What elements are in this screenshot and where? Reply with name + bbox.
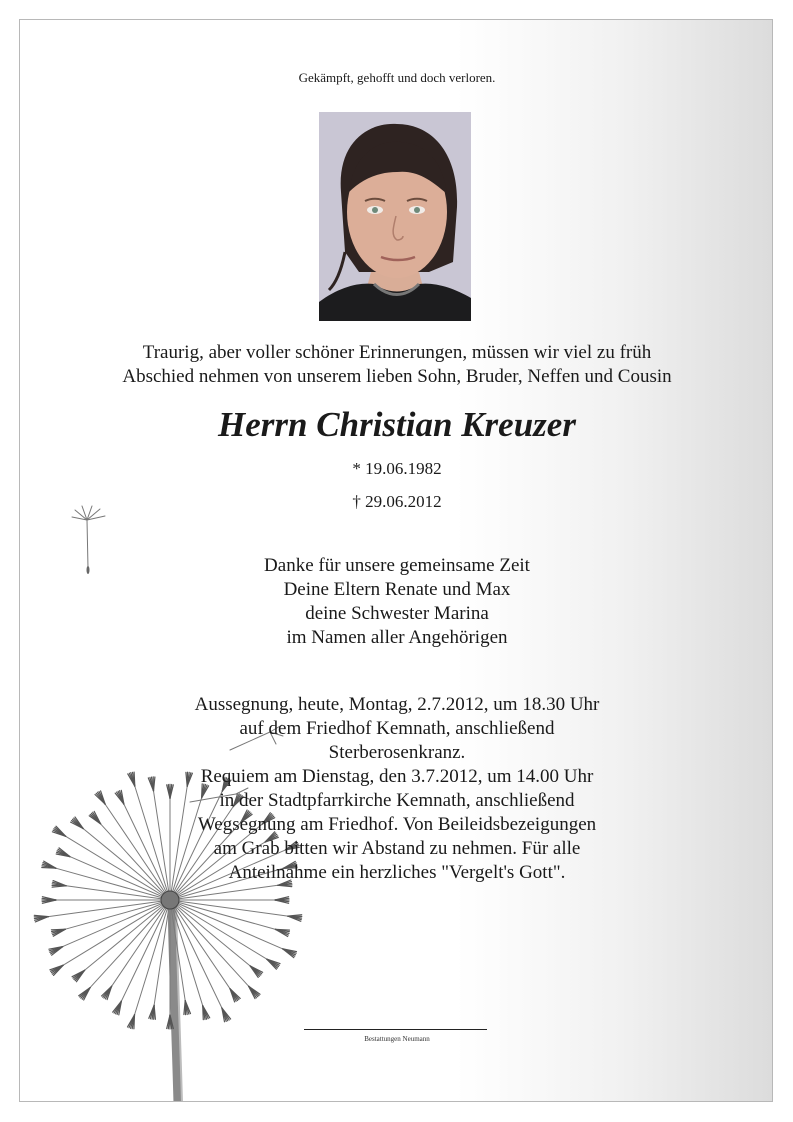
thanks-line: im Namen aller Angehörigen	[286, 627, 508, 648]
undertaker-name: Bestattungen Neumann	[364, 1035, 430, 1043]
thanks-line: Deine Eltern Renate und Max	[283, 579, 511, 600]
signature-line	[304, 1029, 487, 1030]
service-line: Sterberosenkranz.	[328, 742, 466, 763]
thanks-block	[20, 554, 773, 650]
service-line: Wegsegnung am Friedhof. Von Beileidsbezeigungen	[197, 814, 597, 835]
service-line: auf dem Friedhof Kemnath, anschließend	[239, 718, 555, 739]
thanks-line: deine Schwester Marina	[305, 603, 489, 624]
death-date: † 29.06.2012	[352, 492, 442, 511]
portrait-photo	[319, 112, 471, 321]
obituary-card	[19, 19, 773, 1102]
service-line: Aussegnung, heute, Montag, 2.7.2012, um 18.30 Uhr	[194, 694, 600, 715]
service-details	[20, 693, 773, 885]
intro-line: Abschied nehmen von unserem lieben Sohn, Bruder, Neffen und Cousin	[122, 366, 672, 387]
thanks-line: Danke für unsere gemeinsame Zeit	[264, 555, 530, 576]
intro-text	[20, 341, 773, 389]
service-line: Requiem am Dienstag, den 3.7.2012, um 14.00 Uhr	[200, 766, 594, 787]
intro-line: Traurig, aber voller schöner Erinnerungen, müssen wir viel zu früh	[142, 342, 652, 363]
deceased-name: Herrn Christian Kreuzer	[218, 405, 576, 444]
service-line: in der Stadtpfarrkirche Kemnath, anschließend	[219, 790, 575, 811]
motto: Gekämpft, gehofft und doch verloren.	[298, 70, 496, 85]
service-line: Anteilnahme ein herzliches "Vergelt's Gott".	[228, 862, 566, 883]
birth-date: * 19.06.1982	[352, 459, 442, 478]
service-line: am Grab bitten wir Abstand zu nehmen. Für alle	[213, 838, 581, 859]
